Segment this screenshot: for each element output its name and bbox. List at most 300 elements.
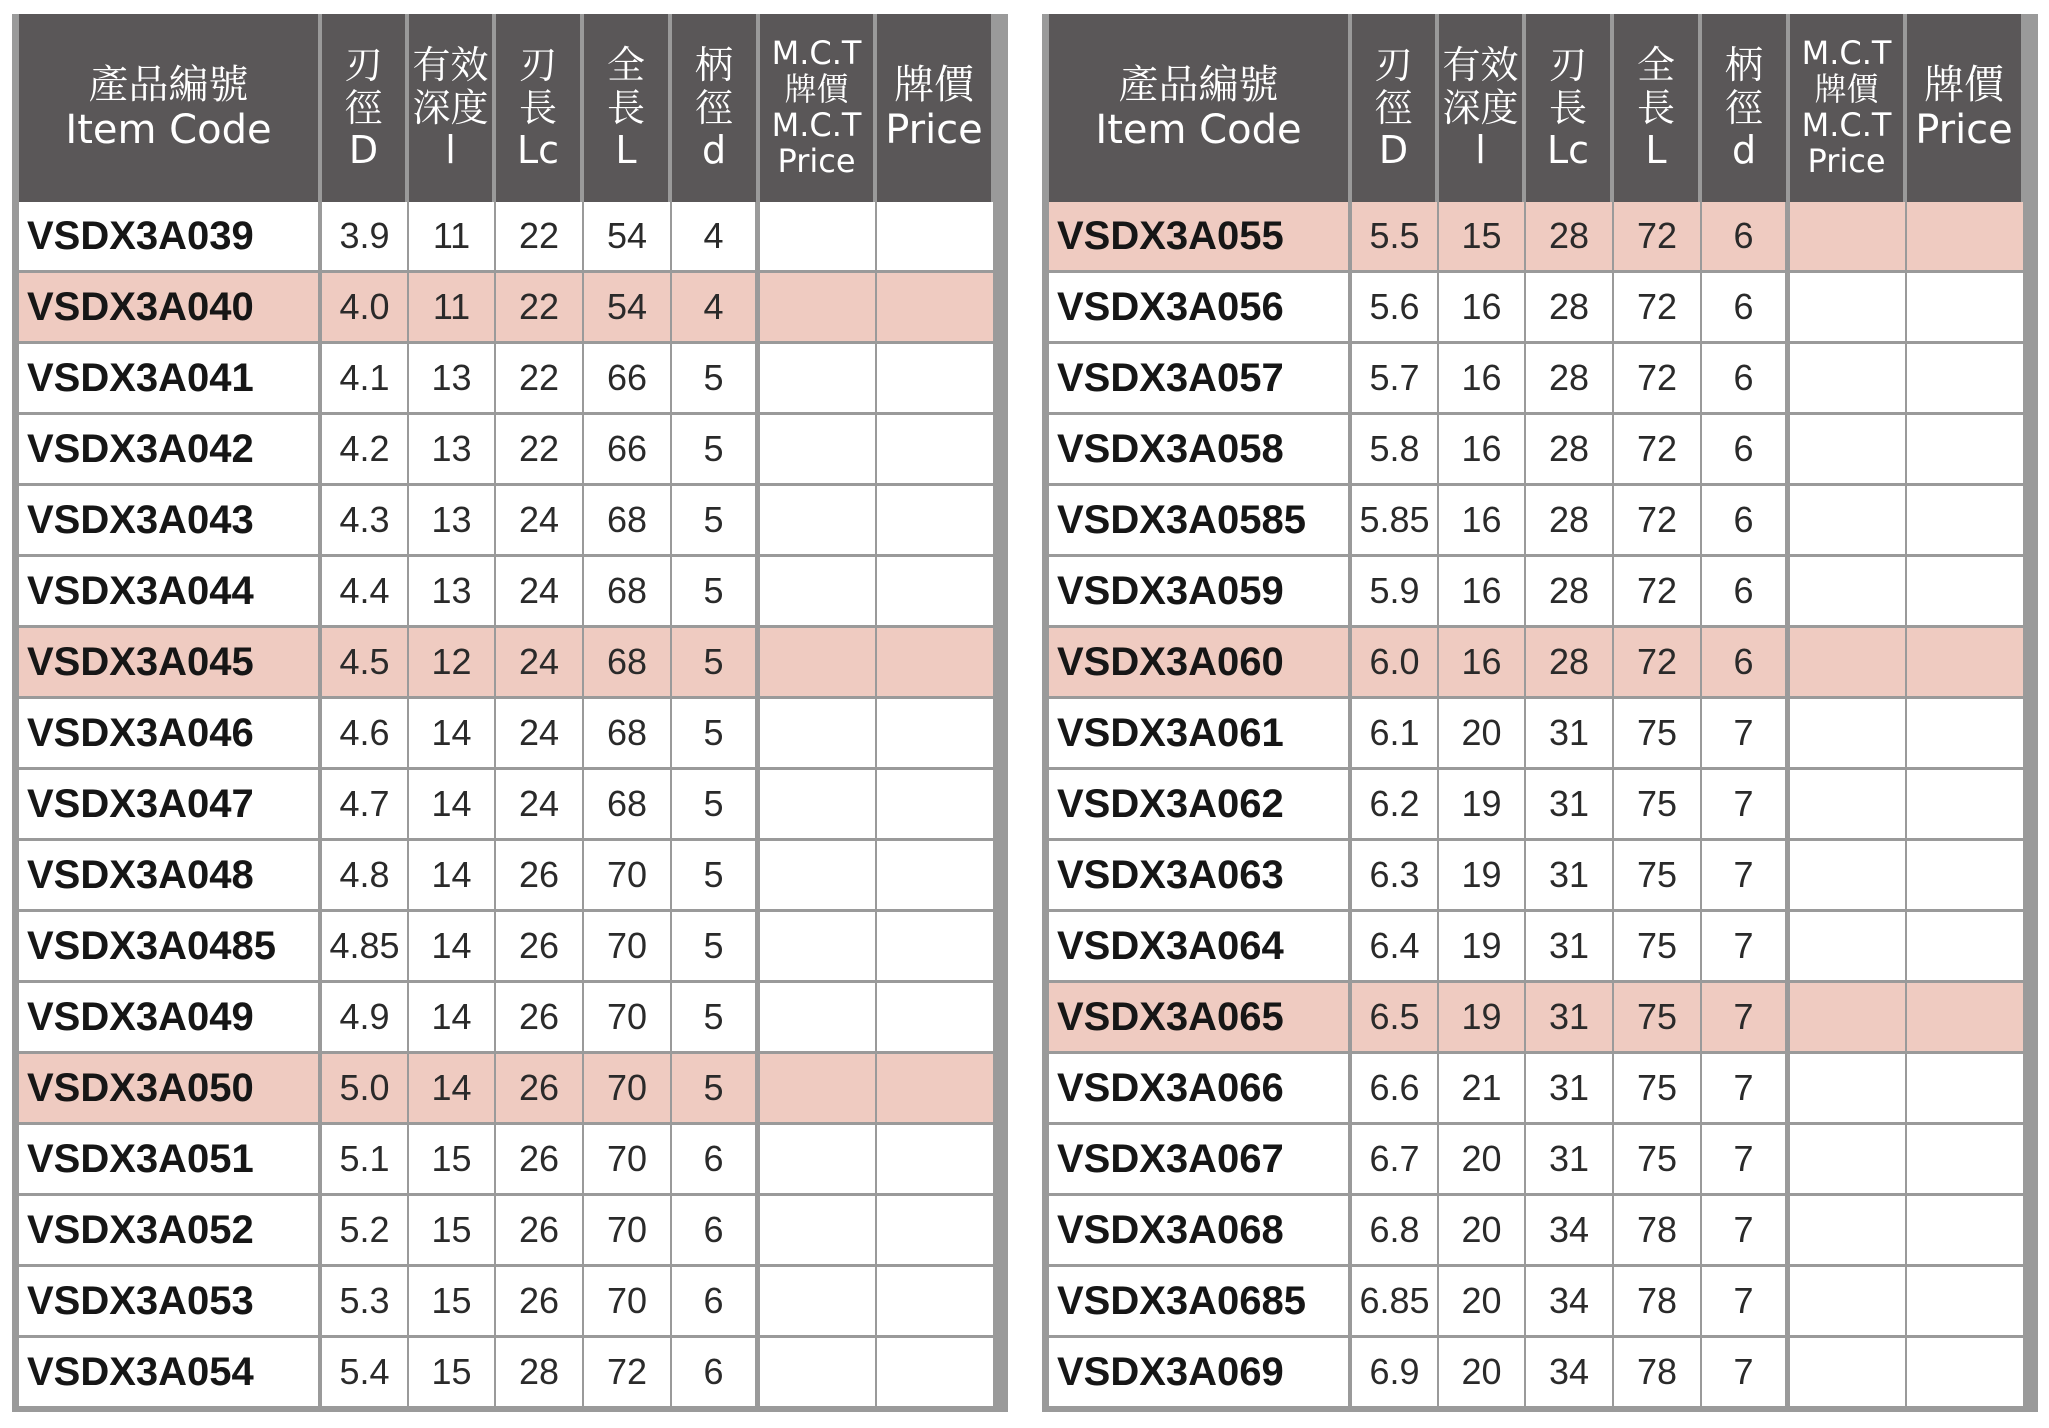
flute-length-cell: 22 xyxy=(496,202,584,273)
mct-price-cell xyxy=(1790,1125,1907,1196)
effective-depth-cell: 16 xyxy=(1439,344,1526,415)
overall-length-cell: 75 xyxy=(1614,841,1702,912)
spec-table-right-panel xyxy=(1042,14,2038,1412)
price-cell xyxy=(1907,841,2025,912)
table-row xyxy=(1049,344,2025,415)
header-overall-length: 全 長 L xyxy=(1614,14,1702,202)
shank-diameter-cell: 7 xyxy=(1702,983,1790,1054)
shank-diameter-cell: 6 xyxy=(672,1267,760,1338)
mct-price-cell xyxy=(760,770,877,841)
item-code-cell: VSDX3A060 xyxy=(1049,628,1352,699)
overall-length-cell: 54 xyxy=(584,273,672,344)
blade-diameter-cell: 4.3 xyxy=(322,486,409,557)
mct-price-cell xyxy=(760,912,877,983)
overall-length-cell: 72 xyxy=(1614,202,1702,273)
price-cell xyxy=(1907,983,2025,1054)
shank-diameter-cell: 6 xyxy=(1702,486,1790,557)
overall-length-cell: 70 xyxy=(584,1054,672,1125)
shank-diameter-cell: 6 xyxy=(1702,344,1790,415)
blade-diameter-cell: 5.7 xyxy=(1352,344,1439,415)
overall-length-cell: 75 xyxy=(1614,912,1702,983)
effective-depth-cell: 13 xyxy=(409,486,496,557)
table-row xyxy=(19,273,995,344)
effective-depth-cell: 16 xyxy=(1439,273,1526,344)
item-code-cell: VSDX3A048 xyxy=(19,841,322,912)
mct-price-cell xyxy=(1790,1338,1907,1409)
blade-diameter-cell: 4.2 xyxy=(322,415,409,486)
price-cell xyxy=(877,1125,995,1196)
shank-diameter-cell: 5 xyxy=(672,1054,760,1125)
table-row xyxy=(19,1267,995,1338)
shank-diameter-cell: 5 xyxy=(672,486,760,557)
price-cell xyxy=(1907,1267,2025,1338)
table-row xyxy=(1049,983,2025,1054)
table-row xyxy=(1049,486,2025,557)
item-code-cell: VSDX3A044 xyxy=(19,557,322,628)
table-row xyxy=(1049,699,2025,770)
blade-diameter-cell: 6.1 xyxy=(1352,699,1439,770)
blade-diameter-cell: 5.5 xyxy=(1352,202,1439,273)
overall-length-cell: 68 xyxy=(584,557,672,628)
table-row xyxy=(19,415,995,486)
price-cell xyxy=(877,415,995,486)
header-shank-diameter: 柄 徑 d xyxy=(1702,14,1790,202)
table-row xyxy=(19,770,995,841)
item-code-cell: VSDX3A049 xyxy=(19,983,322,1054)
mct-price-cell xyxy=(760,557,877,628)
table-row xyxy=(1049,1338,2025,1409)
mct-price-cell xyxy=(1790,415,1907,486)
flute-length-cell: 26 xyxy=(496,1125,584,1196)
shank-diameter-cell: 7 xyxy=(1702,841,1790,912)
effective-depth-cell: 19 xyxy=(1439,983,1526,1054)
header-row xyxy=(1049,14,2025,202)
table-row xyxy=(19,1196,995,1267)
mct-price-cell xyxy=(760,699,877,770)
effective-depth-cell: 20 xyxy=(1439,1196,1526,1267)
item-code-cell: VSDX3A059 xyxy=(1049,557,1352,628)
item-code-cell: VSDX3A057 xyxy=(1049,344,1352,415)
flute-length-cell: 31 xyxy=(1526,770,1614,841)
price-cell xyxy=(877,983,995,1054)
effective-depth-cell: 15 xyxy=(1439,202,1526,273)
item-code-cell: VSDX3A050 xyxy=(19,1054,322,1125)
price-cell xyxy=(877,912,995,983)
flute-length-cell: 34 xyxy=(1526,1196,1614,1267)
table-row xyxy=(1049,912,2025,983)
effective-depth-cell: 16 xyxy=(1439,628,1526,699)
blade-diameter-cell: 6.8 xyxy=(1352,1196,1439,1267)
flute-length-cell: 26 xyxy=(496,1196,584,1267)
table-row xyxy=(19,699,995,770)
flute-length-cell: 31 xyxy=(1526,1125,1614,1196)
table-row xyxy=(1049,202,2025,273)
shank-diameter-cell: 7 xyxy=(1702,1196,1790,1267)
header-item-code: 產品編號 Item Code xyxy=(1049,14,1352,202)
overall-length-cell: 72 xyxy=(1614,344,1702,415)
header-shank-diameter: 柄 徑 d xyxy=(672,14,760,202)
item-code-cell: VSDX3A064 xyxy=(1049,912,1352,983)
table-row xyxy=(19,628,995,699)
flute-length-cell: 31 xyxy=(1526,1054,1614,1125)
table-row xyxy=(1049,415,2025,486)
price-cell xyxy=(877,344,995,415)
shank-diameter-cell: 7 xyxy=(1702,1054,1790,1125)
price-cell xyxy=(1907,1125,2025,1196)
item-code-cell: VSDX3A056 xyxy=(1049,273,1352,344)
mct-price-cell xyxy=(1790,628,1907,699)
mct-price-cell xyxy=(1790,912,1907,983)
flute-length-cell: 26 xyxy=(496,1054,584,1125)
flute-length-cell: 24 xyxy=(496,486,584,557)
price-cell xyxy=(1907,770,2025,841)
item-code-cell: VSDX3A054 xyxy=(19,1338,322,1409)
effective-depth-cell: 19 xyxy=(1439,770,1526,841)
flute-length-cell: 28 xyxy=(496,1338,584,1409)
flute-length-cell: 26 xyxy=(496,983,584,1054)
flute-length-cell: 26 xyxy=(496,1267,584,1338)
mct-price-cell xyxy=(1790,273,1907,344)
price-cell xyxy=(877,273,995,344)
item-code-cell: VSDX3A062 xyxy=(1049,770,1352,841)
effective-depth-cell: 20 xyxy=(1439,1125,1526,1196)
shank-diameter-cell: 4 xyxy=(672,202,760,273)
table-row xyxy=(19,1338,995,1409)
mct-price-cell xyxy=(760,1196,877,1267)
price-cell xyxy=(1907,344,2025,415)
flute-length-cell: 26 xyxy=(496,841,584,912)
blade-diameter-cell: 5.3 xyxy=(322,1267,409,1338)
flute-length-cell: 28 xyxy=(1526,628,1614,699)
effective-depth-cell: 15 xyxy=(409,1125,496,1196)
blade-diameter-cell: 4.85 xyxy=(322,912,409,983)
item-code-cell: VSDX3A063 xyxy=(1049,841,1352,912)
table-row xyxy=(19,1054,995,1125)
item-code-cell: VSDX3A058 xyxy=(1049,415,1352,486)
price-cell xyxy=(877,699,995,770)
flute-length-cell: 22 xyxy=(496,273,584,344)
shank-diameter-cell: 7 xyxy=(1702,770,1790,841)
mct-price-cell xyxy=(1790,1054,1907,1125)
overall-length-cell: 78 xyxy=(1614,1196,1702,1267)
blade-diameter-cell: 6.6 xyxy=(1352,1054,1439,1125)
price-cell xyxy=(1907,1054,2025,1125)
overall-length-cell: 75 xyxy=(1614,1054,1702,1125)
effective-depth-cell: 20 xyxy=(1439,699,1526,770)
mct-price-cell xyxy=(760,1054,877,1125)
price-cell xyxy=(877,1054,995,1125)
effective-depth-cell: 20 xyxy=(1439,1267,1526,1338)
header-row xyxy=(19,14,995,202)
table-row xyxy=(1049,628,2025,699)
item-code-cell: VSDX3A047 xyxy=(19,770,322,841)
flute-length-cell: 31 xyxy=(1526,912,1614,983)
effective-depth-cell: 15 xyxy=(409,1267,496,1338)
mct-price-cell xyxy=(760,202,877,273)
price-cell xyxy=(1907,1338,2025,1409)
blade-diameter-cell: 4.9 xyxy=(322,983,409,1054)
blade-diameter-cell: 5.8 xyxy=(1352,415,1439,486)
table-row xyxy=(1049,273,2025,344)
table-row xyxy=(1049,557,2025,628)
overall-length-cell: 78 xyxy=(1614,1338,1702,1409)
price-cell xyxy=(1907,628,2025,699)
spec-table-left-panel xyxy=(12,14,1008,1412)
effective-depth-cell: 20 xyxy=(1439,1338,1526,1409)
flute-length-cell: 28 xyxy=(1526,202,1614,273)
item-code-cell: VSDX3A042 xyxy=(19,415,322,486)
item-code-cell: VSDX3A066 xyxy=(1049,1054,1352,1125)
blade-diameter-cell: 5.0 xyxy=(322,1054,409,1125)
mct-price-cell xyxy=(760,1125,877,1196)
table-row xyxy=(19,841,995,912)
item-code-cell: VSDX3A069 xyxy=(1049,1338,1352,1409)
shank-diameter-cell: 5 xyxy=(672,841,760,912)
flute-length-cell: 28 xyxy=(1526,557,1614,628)
overall-length-cell: 78 xyxy=(1614,1267,1702,1338)
blade-diameter-cell: 5.2 xyxy=(322,1196,409,1267)
shank-diameter-cell: 5 xyxy=(672,344,760,415)
price-cell xyxy=(877,1196,995,1267)
blade-diameter-cell: 6.2 xyxy=(1352,770,1439,841)
overall-length-cell: 70 xyxy=(584,841,672,912)
spec-table-left xyxy=(19,14,995,1409)
mct-price-cell xyxy=(1790,557,1907,628)
header-effective-depth: 有效 深度 l xyxy=(1439,14,1526,202)
mct-price-cell xyxy=(760,486,877,557)
shank-diameter-cell: 6 xyxy=(1702,415,1790,486)
effective-depth-cell: 14 xyxy=(409,912,496,983)
overall-length-cell: 72 xyxy=(1614,415,1702,486)
flute-length-cell: 24 xyxy=(496,557,584,628)
header-mct-price: M.C.T 牌價 M.C.T Price xyxy=(760,14,877,202)
shank-diameter-cell: 7 xyxy=(1702,1125,1790,1196)
flute-length-cell: 26 xyxy=(496,912,584,983)
item-code-cell: VSDX3A0685 xyxy=(1049,1267,1352,1338)
overall-length-cell: 72 xyxy=(584,1338,672,1409)
effective-depth-cell: 16 xyxy=(1439,557,1526,628)
effective-depth-cell: 16 xyxy=(1439,415,1526,486)
price-cell xyxy=(877,1338,995,1409)
overall-length-cell: 75 xyxy=(1614,770,1702,841)
blade-diameter-cell: 6.7 xyxy=(1352,1125,1439,1196)
overall-length-cell: 72 xyxy=(1614,628,1702,699)
blade-diameter-cell: 5.1 xyxy=(322,1125,409,1196)
flute-length-cell: 34 xyxy=(1526,1338,1614,1409)
flute-length-cell: 22 xyxy=(496,415,584,486)
blade-diameter-cell: 6.4 xyxy=(1352,912,1439,983)
shank-diameter-cell: 6 xyxy=(1702,557,1790,628)
overall-length-cell: 72 xyxy=(1614,273,1702,344)
header-effective-depth: 有效 深度 l xyxy=(409,14,496,202)
shank-diameter-cell: 5 xyxy=(672,983,760,1054)
overall-length-cell: 75 xyxy=(1614,1125,1702,1196)
effective-depth-cell: 13 xyxy=(409,557,496,628)
overall-length-cell: 66 xyxy=(584,344,672,415)
blade-diameter-cell: 3.9 xyxy=(322,202,409,273)
table-row xyxy=(1049,770,2025,841)
table-row xyxy=(19,1125,995,1196)
table-row xyxy=(19,983,995,1054)
flute-length-cell: 31 xyxy=(1526,699,1614,770)
header-flute-length: 刃 長 Lc xyxy=(1526,14,1614,202)
overall-length-cell: 70 xyxy=(584,1196,672,1267)
effective-depth-cell: 16 xyxy=(1439,486,1526,557)
effective-depth-cell: 15 xyxy=(409,1196,496,1267)
item-code-cell: VSDX3A061 xyxy=(1049,699,1352,770)
header-blade-diameter: 刃 徑 D xyxy=(322,14,409,202)
price-cell xyxy=(1907,202,2025,273)
blade-diameter-cell: 6.0 xyxy=(1352,628,1439,699)
flute-length-cell: 22 xyxy=(496,344,584,415)
flute-length-cell: 24 xyxy=(496,628,584,699)
mct-price-cell xyxy=(760,344,877,415)
effective-depth-cell: 12 xyxy=(409,628,496,699)
item-code-cell: VSDX3A041 xyxy=(19,344,322,415)
item-code-cell: VSDX3A065 xyxy=(1049,983,1352,1054)
blade-diameter-cell: 4.1 xyxy=(322,344,409,415)
item-code-cell: VSDX3A0585 xyxy=(1049,486,1352,557)
table-row xyxy=(19,486,995,557)
price-cell xyxy=(877,841,995,912)
effective-depth-cell: 14 xyxy=(409,841,496,912)
overall-length-cell: 70 xyxy=(584,983,672,1054)
price-cell xyxy=(877,628,995,699)
overall-length-cell: 70 xyxy=(584,912,672,983)
item-code-cell: VSDX3A0485 xyxy=(19,912,322,983)
price-cell xyxy=(1907,415,2025,486)
price-cell xyxy=(877,202,995,273)
blade-diameter-cell: 4.5 xyxy=(322,628,409,699)
mct-price-cell xyxy=(1790,344,1907,415)
header-flute-length: 刃 長 Lc xyxy=(496,14,584,202)
item-code-cell: VSDX3A051 xyxy=(19,1125,322,1196)
blade-diameter-cell: 5.6 xyxy=(1352,273,1439,344)
flute-length-cell: 28 xyxy=(1526,344,1614,415)
overall-length-cell: 70 xyxy=(584,1125,672,1196)
shank-diameter-cell: 6 xyxy=(672,1125,760,1196)
mct-price-cell xyxy=(760,628,877,699)
shank-diameter-cell: 5 xyxy=(672,912,760,983)
shank-diameter-cell: 7 xyxy=(1702,699,1790,770)
item-code-cell: VSDX3A053 xyxy=(19,1267,322,1338)
effective-depth-cell: 14 xyxy=(409,983,496,1054)
flute-length-cell: 24 xyxy=(496,770,584,841)
flute-length-cell: 28 xyxy=(1526,415,1614,486)
effective-depth-cell: 15 xyxy=(409,1338,496,1409)
blade-diameter-cell: 6.85 xyxy=(1352,1267,1439,1338)
item-code-cell: VSDX3A046 xyxy=(19,699,322,770)
flute-length-cell: 28 xyxy=(1526,273,1614,344)
table-row xyxy=(1049,1054,2025,1125)
item-code-cell: VSDX3A068 xyxy=(1049,1196,1352,1267)
mct-price-cell xyxy=(760,273,877,344)
overall-length-cell: 75 xyxy=(1614,699,1702,770)
mct-price-cell xyxy=(760,415,877,486)
item-code-cell: VSDX3A039 xyxy=(19,202,322,273)
shank-diameter-cell: 7 xyxy=(1702,1338,1790,1409)
spec-table-right xyxy=(1049,14,2025,1409)
shank-diameter-cell: 6 xyxy=(1702,628,1790,699)
shank-diameter-cell: 7 xyxy=(1702,912,1790,983)
overall-length-cell: 72 xyxy=(1614,486,1702,557)
blade-diameter-cell: 6.5 xyxy=(1352,983,1439,1054)
price-cell xyxy=(877,557,995,628)
header-mct-price: M.C.T 牌價 M.C.T Price xyxy=(1790,14,1907,202)
mct-price-cell xyxy=(760,1267,877,1338)
price-cell xyxy=(1907,1196,2025,1267)
header-overall-length: 全 長 L xyxy=(584,14,672,202)
shank-diameter-cell: 5 xyxy=(672,415,760,486)
header-blade-diameter: 刃 徑 D xyxy=(1352,14,1439,202)
table-row xyxy=(1049,1196,2025,1267)
item-code-cell: VSDX3A052 xyxy=(19,1196,322,1267)
shank-diameter-cell: 5 xyxy=(672,557,760,628)
table-row xyxy=(1049,1125,2025,1196)
overall-length-cell: 72 xyxy=(1614,557,1702,628)
effective-depth-cell: 14 xyxy=(409,770,496,841)
price-cell xyxy=(877,486,995,557)
shank-diameter-cell: 6 xyxy=(1702,273,1790,344)
table-row xyxy=(1049,841,2025,912)
mct-price-cell xyxy=(760,841,877,912)
blade-diameter-cell: 5.9 xyxy=(1352,557,1439,628)
shank-diameter-cell: 6 xyxy=(672,1338,760,1409)
shank-diameter-cell: 5 xyxy=(672,628,760,699)
blade-diameter-cell: 6.3 xyxy=(1352,841,1439,912)
shank-diameter-cell: 4 xyxy=(672,273,760,344)
item-code-cell: VSDX3A043 xyxy=(19,486,322,557)
flute-length-cell: 31 xyxy=(1526,841,1614,912)
table-row xyxy=(19,557,995,628)
price-cell xyxy=(877,1267,995,1338)
mct-price-cell xyxy=(1790,983,1907,1054)
table-row xyxy=(19,912,995,983)
effective-depth-cell: 19 xyxy=(1439,841,1526,912)
effective-depth-cell: 11 xyxy=(409,202,496,273)
price-cell xyxy=(877,770,995,841)
shank-diameter-cell: 5 xyxy=(672,770,760,841)
price-cell xyxy=(1907,912,2025,983)
item-code-cell: VSDX3A055 xyxy=(1049,202,1352,273)
flute-length-cell: 34 xyxy=(1526,1267,1614,1338)
effective-depth-cell: 13 xyxy=(409,415,496,486)
item-code-cell: VSDX3A067 xyxy=(1049,1125,1352,1196)
shank-diameter-cell: 6 xyxy=(1702,202,1790,273)
price-cell xyxy=(1907,557,2025,628)
flute-length-cell: 31 xyxy=(1526,983,1614,1054)
effective-depth-cell: 14 xyxy=(409,1054,496,1125)
overall-length-cell: 68 xyxy=(584,628,672,699)
blade-diameter-cell: 4.0 xyxy=(322,273,409,344)
shank-diameter-cell: 6 xyxy=(672,1196,760,1267)
overall-length-cell: 68 xyxy=(584,770,672,841)
header-item-code: 產品編號 Item Code xyxy=(19,14,322,202)
mct-price-cell xyxy=(1790,1267,1907,1338)
effective-depth-cell: 14 xyxy=(409,699,496,770)
overall-length-cell: 68 xyxy=(584,699,672,770)
effective-depth-cell: 19 xyxy=(1439,912,1526,983)
mct-price-cell xyxy=(1790,202,1907,273)
header-price: 牌價 Price xyxy=(1907,14,2025,202)
effective-depth-cell: 13 xyxy=(409,344,496,415)
price-cell xyxy=(1907,486,2025,557)
shank-diameter-cell: 5 xyxy=(672,699,760,770)
overall-length-cell: 54 xyxy=(584,202,672,273)
table-row xyxy=(1049,1267,2025,1338)
blade-diameter-cell: 5.4 xyxy=(322,1338,409,1409)
flute-length-cell: 28 xyxy=(1526,486,1614,557)
